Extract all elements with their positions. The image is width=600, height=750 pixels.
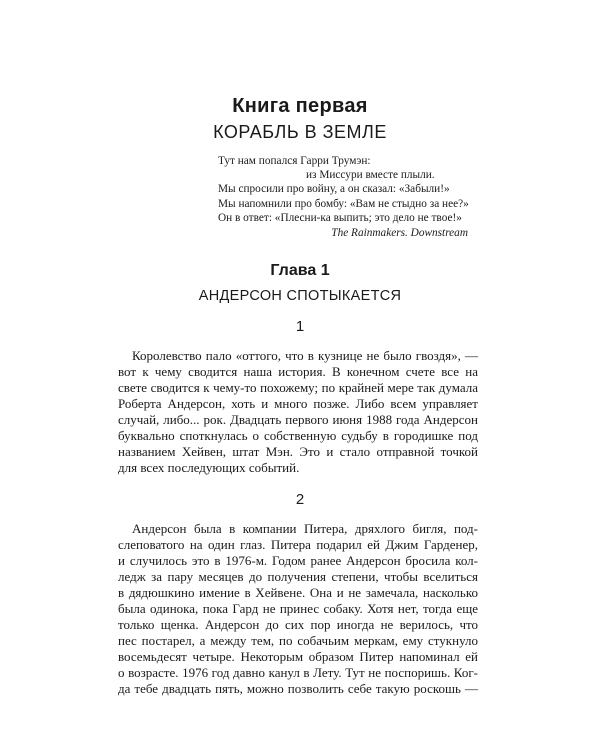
section-number: 2 [295,491,305,508]
paragraph-line: свете сводится к чему-то похожему; по крайней мере так думала [118,380,478,395]
epigraph-line: Тут нам попался Гарри Трумэн: [218,155,371,167]
paragraph-line: пес постарел, а между тем, по собачьим меркам, ему стукнуло [118,633,478,648]
paragraph-line: случай, либо... рок. Двадцать первого июня 1988 года Андерсон [118,412,478,427]
paragraph-line: для всех последующих событий. [118,460,300,475]
epigraph-line: Мы спросили про войну, а он сказал: «Забыли!» [218,183,450,196]
paragraph-line: буквально споткнулась о собственную судьбу в городишке под [118,428,478,443]
paragraph-line: была одинока, пока Гард не принес собаку. Хотя нет, тогда еще [118,601,478,616]
paragraph-line: Роберта Андерсон, хоть и много позже. Либо всем управляет [118,396,478,411]
paragraph-line: Королевство пало «оттого, что в кузнице не было гвоздя», — [132,348,478,363]
section-paragraph [118,348,478,476]
paragraph-line: о возрасте. 1976 год давно канул в Лету. Тут не поспоришь. Ког- [118,665,478,680]
paragraph-line: ледж за пару месяцев до получения степени, чтобы вселиться [118,569,478,584]
paragraph-line: слеповатого на один глаз. Питера подарил ей Джим Гарденер, [118,537,478,552]
paragraph-line: вот к чему сводится наша история. В конечном счете все на [118,364,478,379]
chapter-subtitle: АНДЕРСОН СПОТЫКАЕТСЯ [198,288,402,304]
section-number: 1 [295,318,305,335]
paragraph-line: только щенка. Андерсон до сих пор иногда не верилось, что [118,617,478,632]
paragraph-line: восемьдесят четыре. Некоторым образом Питер напоминал ей [118,649,478,664]
epigraph [218,154,468,240]
paragraph-line: в дядюшкино имение в Хейвене. Она и не замечала, насколько [118,585,478,600]
paragraph-line: и случилось это в 1976-м. Годом ранее Андерсон бросила кол- [118,553,478,568]
paragraph-line: названием Хейвен, штат Мэн. Это и стало отправной точкой [118,444,478,459]
paragraph-line: Андерсон была в компании Питера, дряхлого бигля, под- [132,521,478,536]
epigraph-line: из Миссури вместе плыли. [306,169,435,182]
section-paragraph [118,521,478,697]
chapter-title: Глава 1 [270,262,330,279]
epigraph-attribution: The Rainmakers. Downstream [331,227,468,240]
book-part-subtitle: КОРАБЛЬ В ЗЕМЛЕ [213,122,387,142]
book-part-title: Книга первая [232,95,368,117]
paragraph-line: да тебе двадцать пять, можно позволить себе такую роскошь — [118,681,478,696]
epigraph-line: Мы напомнили про бомбу: «Вам не стыдно за нее?» [218,197,469,210]
epigraph-line: Он в ответ: «Плесни-ка выпить; это дело не твое!» [218,211,462,224]
